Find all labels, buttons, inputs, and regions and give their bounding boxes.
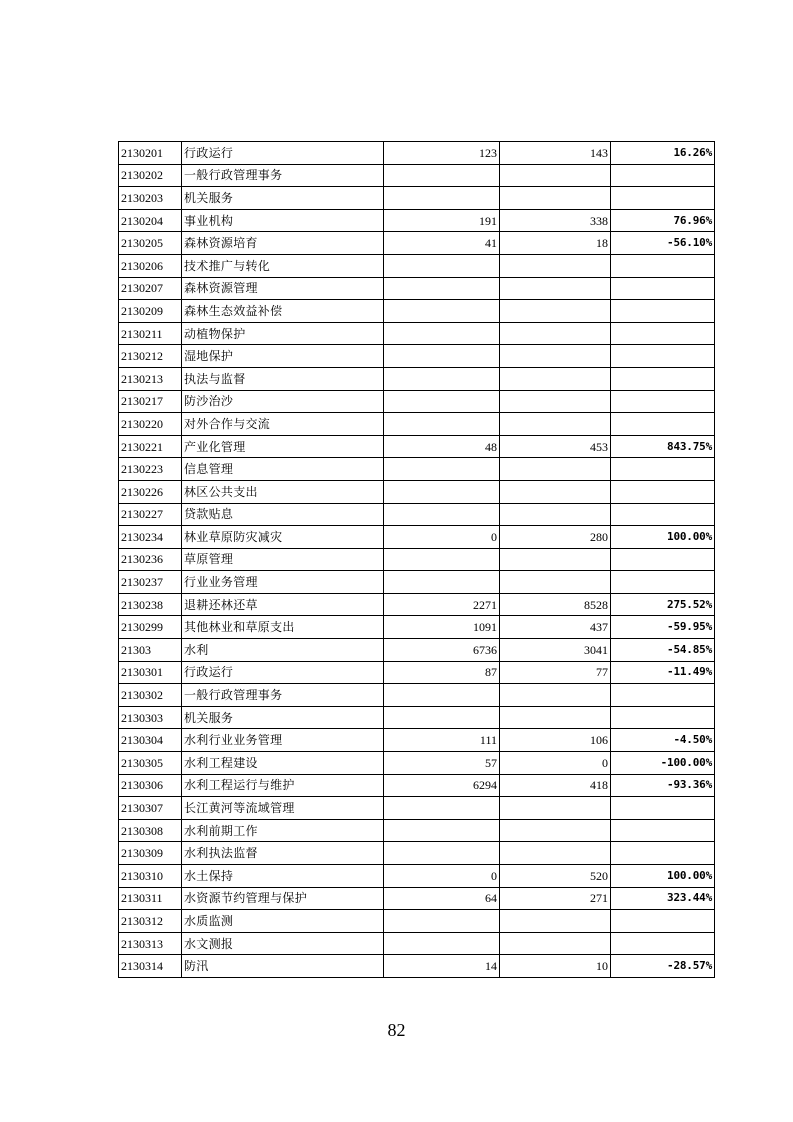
row-change-percent: 323.44% [611,887,715,910]
table-row [119,865,715,888]
row-code: 2130223 [119,458,182,481]
row-curr-value [500,571,611,594]
row-curr-value [500,480,611,503]
row-curr-value [500,187,611,210]
row-change-percent [611,819,715,842]
row-curr-value [500,300,611,323]
row-prev-value [384,797,500,820]
row-change-percent [611,187,715,210]
row-change-percent [611,300,715,323]
table-row [119,706,715,729]
row-curr-value [500,345,611,368]
row-code: 2130238 [119,593,182,616]
row-code: 2130226 [119,480,182,503]
row-code: 2130306 [119,774,182,797]
row-code: 2130227 [119,503,182,526]
row-code: 2130207 [119,277,182,300]
row-name: 贷款贴息 [182,503,384,526]
row-code: 2130302 [119,684,182,707]
row-curr-value: 10 [500,955,611,978]
row-name: 执法与监督 [182,367,384,390]
row-prev-value [384,910,500,933]
row-curr-value: 77 [500,661,611,684]
row-prev-value: 6294 [384,774,500,797]
row-change-percent: 843.75% [611,435,715,458]
row-change-percent: 275.52% [611,593,715,616]
row-change-percent [611,413,715,436]
table-row [119,661,715,684]
budget-table-body [119,142,715,978]
row-prev-value: 48 [384,435,500,458]
row-name: 水土保持 [182,865,384,888]
row-prev-value [384,277,500,300]
row-prev-value [384,322,500,345]
row-code: 2130313 [119,932,182,955]
row-change-percent: 100.00% [611,865,715,888]
row-curr-value: 453 [500,435,611,458]
row-code: 2130305 [119,752,182,775]
row-prev-value: 0 [384,865,500,888]
table-row [119,345,715,368]
row-code: 2130203 [119,187,182,210]
row-curr-value [500,503,611,526]
row-code: 2130309 [119,842,182,865]
row-curr-value [500,413,611,436]
row-change-percent: -54.85% [611,639,715,662]
table-row [119,729,715,752]
row-change-percent: 100.00% [611,526,715,549]
row-prev-value [384,458,500,481]
row-change-percent: -59.95% [611,616,715,639]
row-code: 2130301 [119,661,182,684]
row-change-percent [611,932,715,955]
row-change-percent [611,277,715,300]
row-prev-value: 64 [384,887,500,910]
row-curr-value: 418 [500,774,611,797]
row-prev-value: 57 [384,752,500,775]
row-code: 2130237 [119,571,182,594]
row-curr-value: 271 [500,887,611,910]
row-code: 2130213 [119,367,182,390]
table-row [119,842,715,865]
row-change-percent [611,367,715,390]
row-name: 行政运行 [182,661,384,684]
row-change-percent [611,684,715,707]
row-prev-value: 41 [384,232,500,255]
row-prev-value: 191 [384,209,500,232]
row-name: 草原管理 [182,548,384,571]
row-code: 2130201 [119,142,182,165]
row-prev-value [384,819,500,842]
table-row [119,887,715,910]
row-curr-value [500,932,611,955]
row-code: 2130211 [119,322,182,345]
row-code: 2130308 [119,819,182,842]
row-code: 2130299 [119,616,182,639]
row-change-percent: -56.10% [611,232,715,255]
row-name: 产业化管理 [182,435,384,458]
table-row [119,774,715,797]
table-row [119,910,715,933]
row-name: 事业机构 [182,209,384,232]
row-code: 2130304 [119,729,182,752]
table-row [119,367,715,390]
table-row [119,458,715,481]
row-prev-value [384,480,500,503]
row-curr-value: 8528 [500,593,611,616]
table-row [119,277,715,300]
row-prev-value: 111 [384,729,500,752]
row-name: 水文测报 [182,932,384,955]
row-name: 水利前期工作 [182,819,384,842]
row-curr-value [500,367,611,390]
table-row [119,752,715,775]
row-curr-value: 520 [500,865,611,888]
row-prev-value [384,254,500,277]
row-code: 2130234 [119,526,182,549]
table-row [119,209,715,232]
row-curr-value [500,706,611,729]
row-name: 水利工程建设 [182,752,384,775]
row-name: 森林资源培育 [182,232,384,255]
row-prev-value [384,187,500,210]
row-change-percent [611,164,715,187]
row-curr-value [500,277,611,300]
row-change-percent [611,910,715,933]
table-row [119,254,715,277]
row-curr-value [500,910,611,933]
row-name: 其他林业和草原支出 [182,616,384,639]
row-code: 2130307 [119,797,182,820]
row-change-percent [611,458,715,481]
table-row [119,797,715,820]
row-curr-value [500,819,611,842]
row-prev-value: 14 [384,955,500,978]
row-prev-value [384,390,500,413]
table-row [119,164,715,187]
row-name: 水利行业业务管理 [182,729,384,752]
row-change-percent: -93.36% [611,774,715,797]
row-code: 2130202 [119,164,182,187]
row-change-percent: 16.26% [611,142,715,165]
table-row [119,932,715,955]
table-row [119,503,715,526]
row-curr-value: 0 [500,752,611,775]
row-prev-value [384,548,500,571]
row-name: 水利工程运行与维护 [182,774,384,797]
row-code: 2130220 [119,413,182,436]
row-name: 技术推广与转化 [182,254,384,277]
row-curr-value: 437 [500,616,611,639]
row-change-percent [611,797,715,820]
row-change-percent [611,503,715,526]
row-code: 2130217 [119,390,182,413]
row-code: 2130206 [119,254,182,277]
row-code: 2130303 [119,706,182,729]
row-change-percent: -11.49% [611,661,715,684]
row-curr-value: 143 [500,142,611,165]
row-name: 动植物保护 [182,322,384,345]
row-name: 机关服务 [182,187,384,210]
row-name: 对外合作与交流 [182,413,384,436]
budget-table [118,141,715,978]
row-curr-value [500,797,611,820]
row-change-percent [611,322,715,345]
row-name: 长江黄河等流域管理 [182,797,384,820]
row-change-percent [611,548,715,571]
row-code: 2130212 [119,345,182,368]
row-name: 机关服务 [182,706,384,729]
row-prev-value [384,503,500,526]
row-name: 水质监测 [182,910,384,933]
row-change-percent: -4.50% [611,729,715,752]
row-prev-value: 6736 [384,639,500,662]
row-name: 森林生态效益补偿 [182,300,384,323]
row-prev-value [384,367,500,390]
row-name: 防汛 [182,955,384,978]
row-prev-value: 2271 [384,593,500,616]
row-curr-value: 106 [500,729,611,752]
row-prev-value [384,345,500,368]
row-prev-value [384,706,500,729]
row-name: 森林资源管理 [182,277,384,300]
row-code: 2130221 [119,435,182,458]
row-name: 林业草原防灾减灾 [182,526,384,549]
row-name: 水资源节约管理与保护 [182,887,384,910]
table-row [119,571,715,594]
table-row [119,142,715,165]
row-code: 2130314 [119,955,182,978]
row-code: 21303 [119,639,182,662]
page-number: 82 [387,1020,406,1040]
row-name: 防沙治沙 [182,390,384,413]
row-change-percent: -100.00% [611,752,715,775]
table-row [119,300,715,323]
row-curr-value: 3041 [500,639,611,662]
row-curr-value [500,842,611,865]
row-prev-value [384,842,500,865]
row-prev-value [384,571,500,594]
row-name: 一般行政管理事务 [182,684,384,707]
row-code: 2130312 [119,910,182,933]
row-name: 湿地保护 [182,345,384,368]
table-row [119,639,715,662]
row-name: 行政运行 [182,142,384,165]
row-prev-value [384,164,500,187]
row-prev-value: 1091 [384,616,500,639]
table-row [119,616,715,639]
row-change-percent [611,571,715,594]
row-prev-value [384,413,500,436]
row-code: 2130310 [119,865,182,888]
row-prev-value: 0 [384,526,500,549]
table-row [119,413,715,436]
row-change-percent [611,480,715,503]
row-prev-value [384,684,500,707]
row-curr-value [500,684,611,707]
row-curr-value [500,164,611,187]
row-curr-value: 18 [500,232,611,255]
row-code: 2130236 [119,548,182,571]
row-change-percent [611,254,715,277]
row-prev-value [384,300,500,323]
row-change-percent [611,390,715,413]
table-row [119,955,715,978]
row-name: 信息管理 [182,458,384,481]
table-row [119,526,715,549]
row-curr-value [500,548,611,571]
row-curr-value [500,322,611,345]
table-row [119,480,715,503]
row-prev-value [384,932,500,955]
row-change-percent [611,706,715,729]
row-name: 退耕还林还草 [182,593,384,616]
row-change-percent: -28.57% [611,955,715,978]
table-row [119,390,715,413]
row-prev-value: 87 [384,661,500,684]
table-row [119,322,715,345]
row-curr-value: 280 [500,526,611,549]
row-code: 2130209 [119,300,182,323]
row-name: 水利执法监督 [182,842,384,865]
table-row [119,548,715,571]
row-change-percent: 76.96% [611,209,715,232]
row-change-percent [611,842,715,865]
row-curr-value [500,254,611,277]
row-code: 2130204 [119,209,182,232]
row-name: 一般行政管理事务 [182,164,384,187]
table-row [119,187,715,210]
row-name: 行业业务管理 [182,571,384,594]
row-name: 林区公共支出 [182,480,384,503]
row-curr-value [500,458,611,481]
row-code: 2130311 [119,887,182,910]
table-row [119,435,715,458]
table-row [119,819,715,842]
table-row [119,232,715,255]
table-row [119,593,715,616]
row-prev-value: 123 [384,142,500,165]
row-name: 水利 [182,639,384,662]
row-change-percent [611,345,715,368]
row-curr-value [500,390,611,413]
row-code: 2130205 [119,232,182,255]
row-curr-value: 338 [500,209,611,232]
table-row [119,684,715,707]
